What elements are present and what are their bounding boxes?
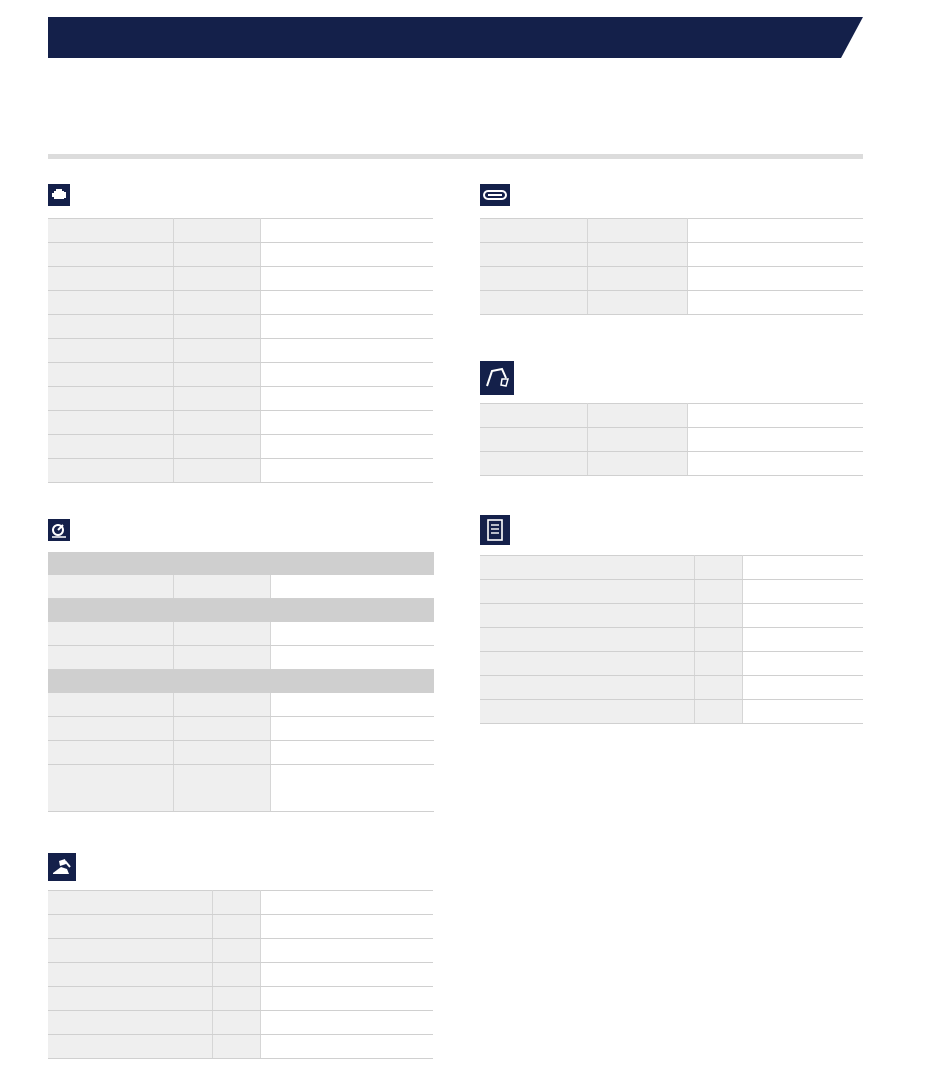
others-header — [480, 510, 863, 550]
row-value — [260, 219, 433, 243]
table-row — [480, 243, 863, 267]
row-label — [480, 452, 587, 476]
row-value — [270, 622, 434, 646]
document-icon — [480, 515, 510, 545]
row-label — [480, 604, 694, 628]
row-unit — [173, 315, 260, 339]
row-unit — [173, 765, 270, 812]
row-unit — [173, 243, 260, 267]
row-unit — [212, 915, 260, 939]
row-value — [260, 915, 433, 939]
row-unit — [694, 628, 742, 652]
table-row — [480, 428, 863, 452]
table-row — [480, 452, 863, 476]
hydraulic-icon — [48, 519, 70, 541]
table-row — [48, 765, 434, 812]
table-row — [48, 243, 433, 267]
table-row — [480, 604, 863, 628]
hydraulic-header — [48, 510, 433, 550]
engine-section — [48, 175, 433, 483]
hydraulic-section — [48, 510, 433, 812]
table-row — [48, 717, 434, 741]
row-label — [48, 339, 173, 363]
row-value — [260, 891, 433, 915]
row-value — [270, 717, 434, 741]
row-unit — [173, 339, 260, 363]
row-unit — [212, 891, 260, 915]
row-unit — [173, 291, 260, 315]
row-value — [742, 700, 863, 724]
table-row — [48, 915, 433, 939]
row-value — [687, 428, 863, 452]
row-value — [260, 1035, 433, 1059]
row-unit — [173, 435, 260, 459]
row-unit — [173, 693, 270, 717]
row-unit — [694, 604, 742, 628]
row-label — [48, 575, 173, 599]
table-row — [48, 575, 434, 599]
table-row — [480, 219, 863, 243]
table-row — [48, 741, 434, 765]
table-row — [480, 291, 863, 315]
table-row — [480, 267, 863, 291]
table-row — [48, 363, 433, 387]
specs-header — [48, 847, 433, 887]
row-value — [260, 315, 433, 339]
row-value — [687, 452, 863, 476]
row-value — [687, 219, 863, 243]
row-value — [260, 243, 433, 267]
row-label — [48, 915, 212, 939]
row-value — [742, 604, 863, 628]
group-name — [48, 552, 434, 575]
row-label — [48, 622, 173, 646]
row-unit — [587, 291, 687, 315]
table-row — [480, 700, 863, 724]
engine-header — [48, 175, 433, 215]
row-label — [48, 765, 173, 812]
row-label — [48, 243, 173, 267]
row-unit — [587, 428, 687, 452]
group-name — [48, 599, 434, 622]
row-unit — [173, 741, 270, 765]
row-unit — [587, 404, 687, 428]
others-table — [480, 555, 863, 724]
table-row — [480, 580, 863, 604]
row-label — [480, 700, 694, 724]
table-row — [48, 219, 433, 243]
working-header — [480, 356, 863, 400]
table-row — [48, 411, 433, 435]
table-row — [480, 404, 863, 428]
row-label — [48, 363, 173, 387]
row-value — [687, 243, 863, 267]
row-label — [48, 891, 212, 915]
row-value — [687, 291, 863, 315]
row-label — [48, 646, 173, 670]
table-row — [480, 652, 863, 676]
row-unit — [173, 267, 260, 291]
table-row — [480, 676, 863, 700]
row-value — [742, 628, 863, 652]
row-value — [260, 963, 433, 987]
row-unit — [212, 963, 260, 987]
group-header-row — [48, 552, 434, 575]
title-divider — [48, 154, 863, 159]
hydraulic-table — [48, 552, 434, 812]
engine-icon — [48, 184, 70, 206]
table-row — [48, 693, 434, 717]
engine-table — [48, 218, 433, 483]
row-label — [48, 717, 173, 741]
row-unit — [173, 646, 270, 670]
group-header-row — [48, 670, 434, 693]
row-unit — [173, 411, 260, 435]
row-label — [480, 580, 694, 604]
row-label — [48, 411, 173, 435]
row-value — [260, 363, 433, 387]
group-header-row — [48, 599, 434, 622]
table-row — [48, 459, 433, 483]
row-label — [48, 219, 173, 243]
row-label — [480, 243, 587, 267]
row-unit — [694, 700, 742, 724]
table-row — [48, 891, 433, 915]
table-row — [48, 646, 434, 670]
row-unit — [173, 387, 260, 411]
row-unit — [694, 556, 742, 580]
row-value — [260, 267, 433, 291]
row-unit — [694, 580, 742, 604]
row-value — [260, 435, 433, 459]
row-label — [48, 693, 173, 717]
row-label — [480, 556, 694, 580]
row-label — [480, 404, 587, 428]
row-unit — [587, 243, 687, 267]
specs-section — [48, 847, 433, 1059]
row-value — [270, 765, 434, 812]
specs-table — [48, 890, 433, 1059]
row-label — [48, 1011, 212, 1035]
table-row — [48, 1035, 433, 1059]
row-value — [270, 646, 434, 670]
working-table — [480, 403, 863, 476]
row-value — [260, 987, 433, 1011]
row-label — [48, 315, 173, 339]
undercarriage-section — [480, 175, 863, 315]
table-row — [48, 939, 433, 963]
row-value — [260, 1011, 433, 1035]
row-label — [48, 387, 173, 411]
row-label — [48, 939, 212, 963]
table-row — [48, 435, 433, 459]
row-value — [260, 411, 433, 435]
row-value — [260, 939, 433, 963]
row-value — [260, 291, 433, 315]
row-unit — [212, 1011, 260, 1035]
row-unit — [173, 459, 260, 483]
row-label — [480, 291, 587, 315]
table-row — [48, 987, 433, 1011]
track-icon — [480, 184, 510, 206]
others-section — [480, 510, 863, 724]
row-value — [742, 652, 863, 676]
row-label — [48, 987, 212, 1011]
row-value — [270, 741, 434, 765]
row-unit — [694, 676, 742, 700]
row-unit — [587, 267, 687, 291]
table-row — [48, 622, 434, 646]
table-row — [48, 1011, 433, 1035]
row-unit — [694, 652, 742, 676]
table-row — [48, 963, 433, 987]
row-label — [48, 1035, 212, 1059]
row-value — [742, 676, 863, 700]
working-section — [480, 356, 863, 476]
row-label — [48, 459, 173, 483]
row-value — [260, 387, 433, 411]
row-unit — [212, 1035, 260, 1059]
row-value — [260, 459, 433, 483]
row-unit — [173, 363, 260, 387]
row-unit — [173, 717, 270, 741]
table-row — [480, 556, 863, 580]
row-value — [270, 693, 434, 717]
row-label — [480, 219, 587, 243]
header-banner — [48, 17, 863, 58]
row-unit — [173, 219, 260, 243]
row-value — [270, 575, 434, 599]
row-label — [480, 676, 694, 700]
row-value — [687, 404, 863, 428]
row-unit — [212, 939, 260, 963]
row-label — [480, 267, 587, 291]
row-label — [480, 652, 694, 676]
group-name — [48, 670, 434, 693]
table-row — [48, 339, 433, 363]
table-row — [480, 628, 863, 652]
row-unit — [587, 219, 687, 243]
excavator-icon — [48, 853, 76, 881]
row-unit — [212, 987, 260, 1011]
row-value — [742, 580, 863, 604]
row-unit — [173, 622, 270, 646]
row-label — [48, 291, 173, 315]
row-label — [480, 628, 694, 652]
table-row — [48, 291, 433, 315]
row-label — [48, 435, 173, 459]
row-label — [480, 428, 587, 452]
table-row — [48, 267, 433, 291]
row-value — [742, 556, 863, 580]
row-value — [260, 339, 433, 363]
row-label — [48, 963, 212, 987]
row-value — [687, 267, 863, 291]
undercarriage-table — [480, 218, 863, 315]
boom-arm-icon — [480, 361, 514, 395]
table-row — [48, 387, 433, 411]
row-label — [48, 741, 173, 765]
undercarriage-header — [480, 175, 863, 215]
row-label — [48, 267, 173, 291]
row-unit — [587, 452, 687, 476]
table-row — [48, 315, 433, 339]
row-unit — [173, 575, 270, 599]
